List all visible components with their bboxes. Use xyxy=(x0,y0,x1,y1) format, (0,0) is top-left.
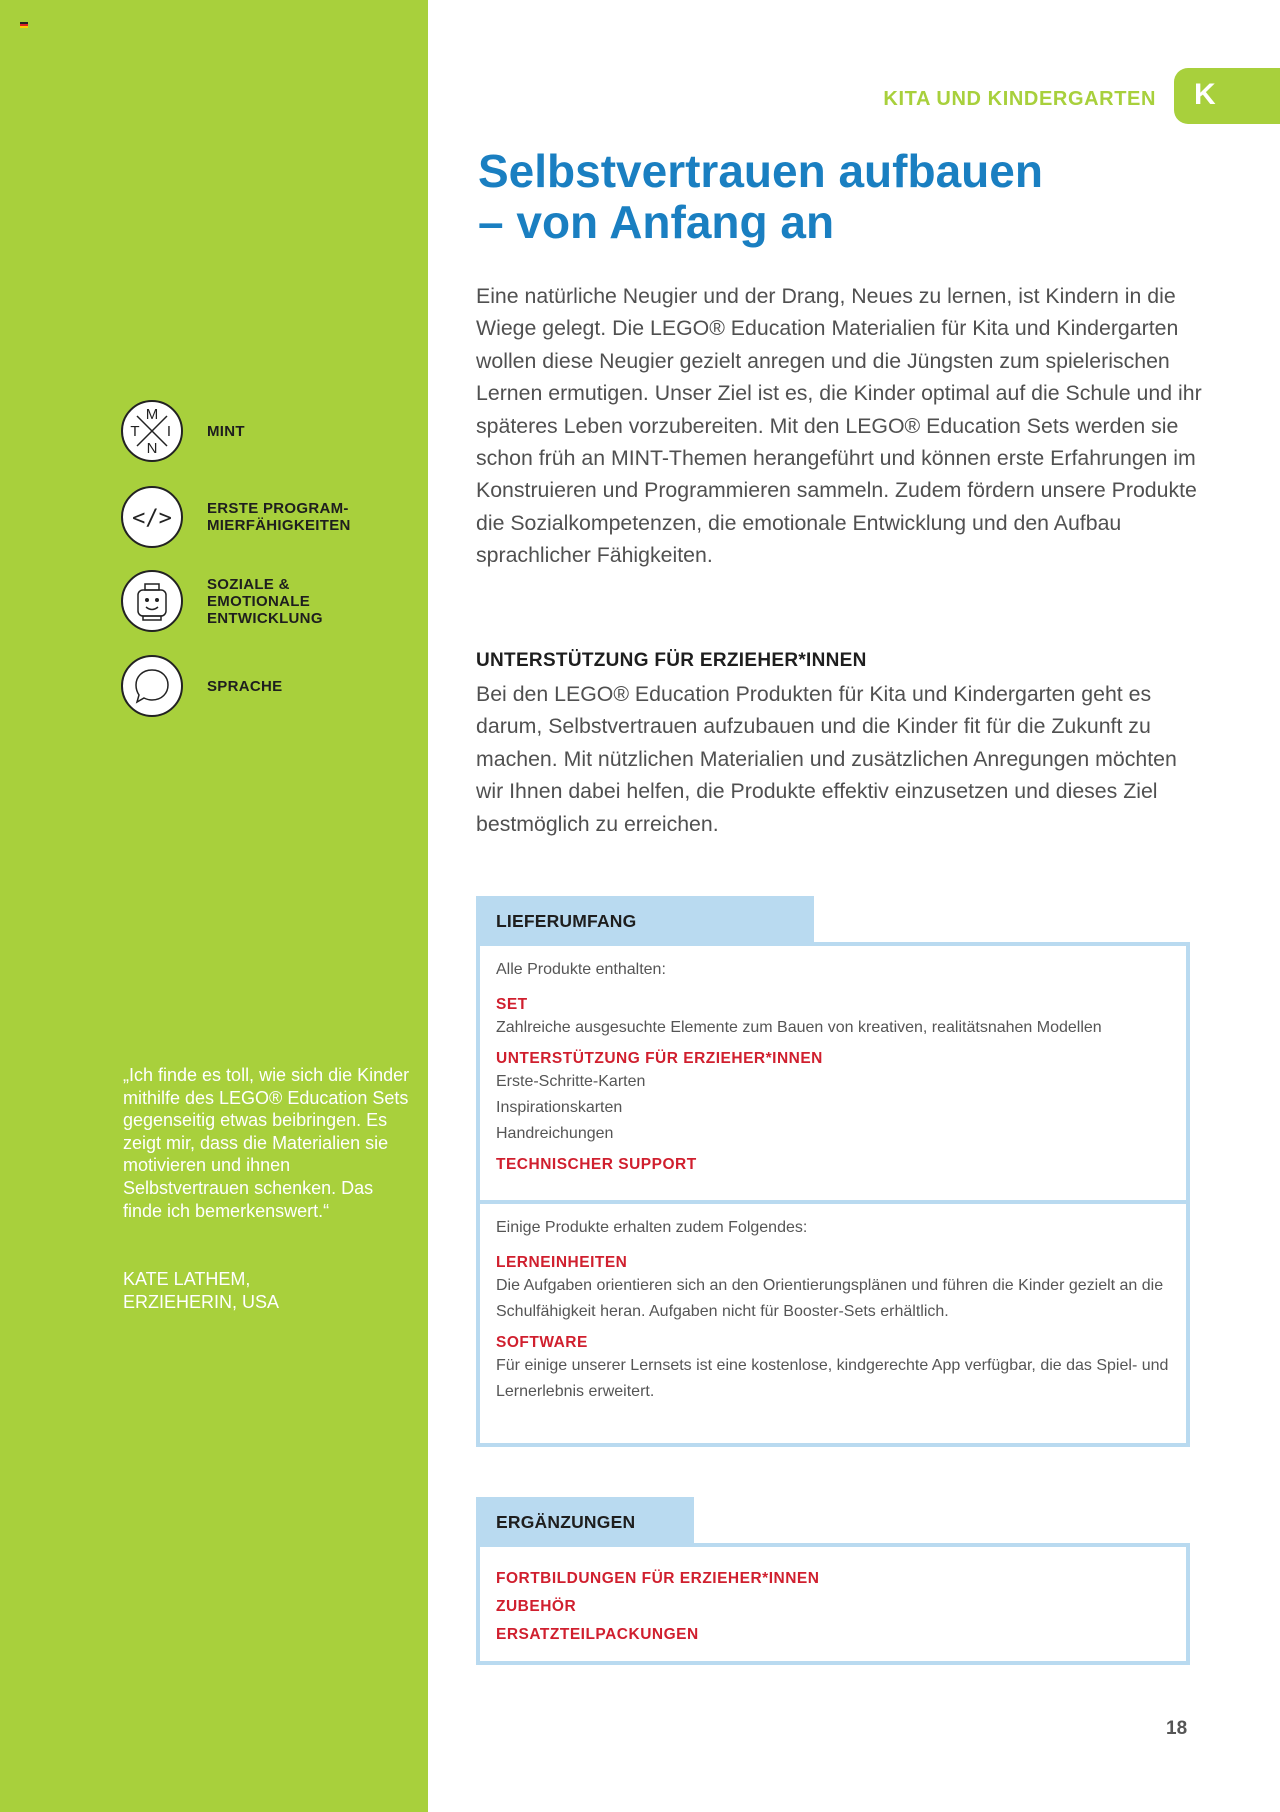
some-products-intro: Einige Produkte erhalten zudem Folgendes: xyxy=(496,1219,808,1236)
lieferumfang-tab: LIEFERUMFANG xyxy=(476,896,814,946)
ergaenzung-item: ZUBEHÖR xyxy=(496,1598,577,1615)
mint-letter-t: T xyxy=(130,423,140,440)
code-symbol: </> xyxy=(132,506,172,531)
testimonial-quote: „Ich finde es toll, wie sich die Kinder mithilfe des LEGO® Education Sets gegenseitig etwas beibringen. Es zeigt mir, dass die Materialien sie motivieren und ihnen Selbstvertrauen schenken. Das finde ich bemerkenswert.“ xyxy=(123,1065,410,1221)
some-products-section xyxy=(480,1204,1186,1405)
page-number: 18 xyxy=(1166,1718,1188,1739)
testimonial-author: KATE LATHEM, ERZIEHERIN, USA xyxy=(123,1269,280,1312)
units-text: Die Aufgaben orientieren sich an den Orientierungsplänen und führen die Kinder gezielt an die Schulfähigkeit heran. Aufgaben nicht für Booster-Sets erhältlich. xyxy=(496,1277,1164,1320)
feature-programming xyxy=(121,486,387,548)
set-text: Zahlreiche ausgesuchte Elemente zum Bauen von kreativen, realitätsnahen Modellen xyxy=(496,1019,1102,1036)
all-products-intro: Alle Produkte enthalten: xyxy=(496,961,666,978)
chapter-tab xyxy=(1174,68,1280,124)
mint-letter-n: N xyxy=(146,440,158,457)
ergaenzungen-tab: ERGÄNZUNGEN xyxy=(476,1497,694,1547)
feature-label: MINT xyxy=(207,422,245,440)
all-products-section xyxy=(480,946,1186,1200)
feature-label: SOZIALE & EMOTIONALE ENTWICKLUNG xyxy=(207,575,323,627)
tech-support-heading: TECHNISCHER SUPPORT xyxy=(496,1156,697,1173)
feature-social xyxy=(121,570,387,632)
set-heading: SET xyxy=(496,996,528,1013)
support-materials-heading: UNTERSTÜTZUNG FÜR ERZIEHER*INNEN xyxy=(496,1050,823,1067)
mint-letter-i: I xyxy=(166,423,172,440)
software-text: Für einige unserer Lernsets ist eine kostenlose, kindgerechte App verfügbar, die das Spiel- und Lernerlebnis erweitert. xyxy=(496,1357,1169,1400)
flag-icon xyxy=(20,22,28,28)
support-item: Erste-Schritte-Karten xyxy=(496,1073,646,1090)
page-title: Selbstvertrauen aufbauen – von Anfang an xyxy=(478,145,1043,248)
intro-paragraph: Eine natürliche Neugier und der Drang, Neues zu lernen, ist Kindern in die Wiege gelegt. Die LEGO® Education Materialien für Kita und Kindergarten wollen diese Neugier gezielt anregen und die Jüngsten zum spielerischen Lernen ermutigen. Unser Ziel ist es, die Kinder optimal auf die Schule und ihr späteres Leben vorzubereiten. Mit den LEGO® Education Sets werden sie schon früh an MINT-Themen herangeführt und können erste Erfahrungen im Konstruieren und Programmieren sammeln. Zudem fördern unsere Produkte die Sozialkompetenzen, die emotionale Entwicklung und den Aufbau sprachlicher Fähigkeiten. xyxy=(476,284,1202,568)
chapter-letter: K xyxy=(1194,78,1216,111)
section-label: KITA UND KINDERGARTEN xyxy=(883,88,1156,110)
feature-label: SPRACHE xyxy=(207,677,283,695)
code-icon xyxy=(121,486,183,548)
lieferumfang-box xyxy=(476,942,1190,1447)
feature-mint xyxy=(121,400,387,462)
minifigure-head-icon xyxy=(121,570,183,632)
mint-letter-m: M xyxy=(145,406,159,423)
sidebar xyxy=(0,0,428,1812)
mint-icon xyxy=(121,400,183,462)
ergaenzungen-box xyxy=(476,1543,1190,1665)
speech-bubble-icon xyxy=(121,655,183,717)
support-paragraph: Bei den LEGO® Education Produkten für Kita und Kindergarten geht es darum, Selbstvertrauen aufzubauen und die Kinder fit für die Zukunft zu machen. Mit nützlichen Materialien und zusätzlichen Anregungen möchten wir Ihnen dabei helfen, die Produkte effektiv einzusetzen und dieses Ziel bestmöglich zu erreichen. xyxy=(476,682,1177,836)
feature-label: ERSTE PROGRAM- MIERFÄHIGKEITEN xyxy=(207,500,351,534)
software-heading: SOFTWARE xyxy=(496,1334,588,1351)
ergaenzung-item: ERSATZTEILPACKUNGEN xyxy=(496,1626,699,1643)
units-heading: LERNEINHEITEN xyxy=(496,1254,628,1271)
support-item: Handreichungen xyxy=(496,1125,614,1142)
feature-language xyxy=(121,655,387,717)
ergaenzung-item: FORTBILDUNGEN FÜR ERZIEHER*INNEN xyxy=(496,1570,820,1587)
support-heading: UNTERSTÜTZUNG FÜR ERZIEHER*INNEN xyxy=(476,650,867,671)
support-item: Inspirationskarten xyxy=(496,1099,623,1116)
